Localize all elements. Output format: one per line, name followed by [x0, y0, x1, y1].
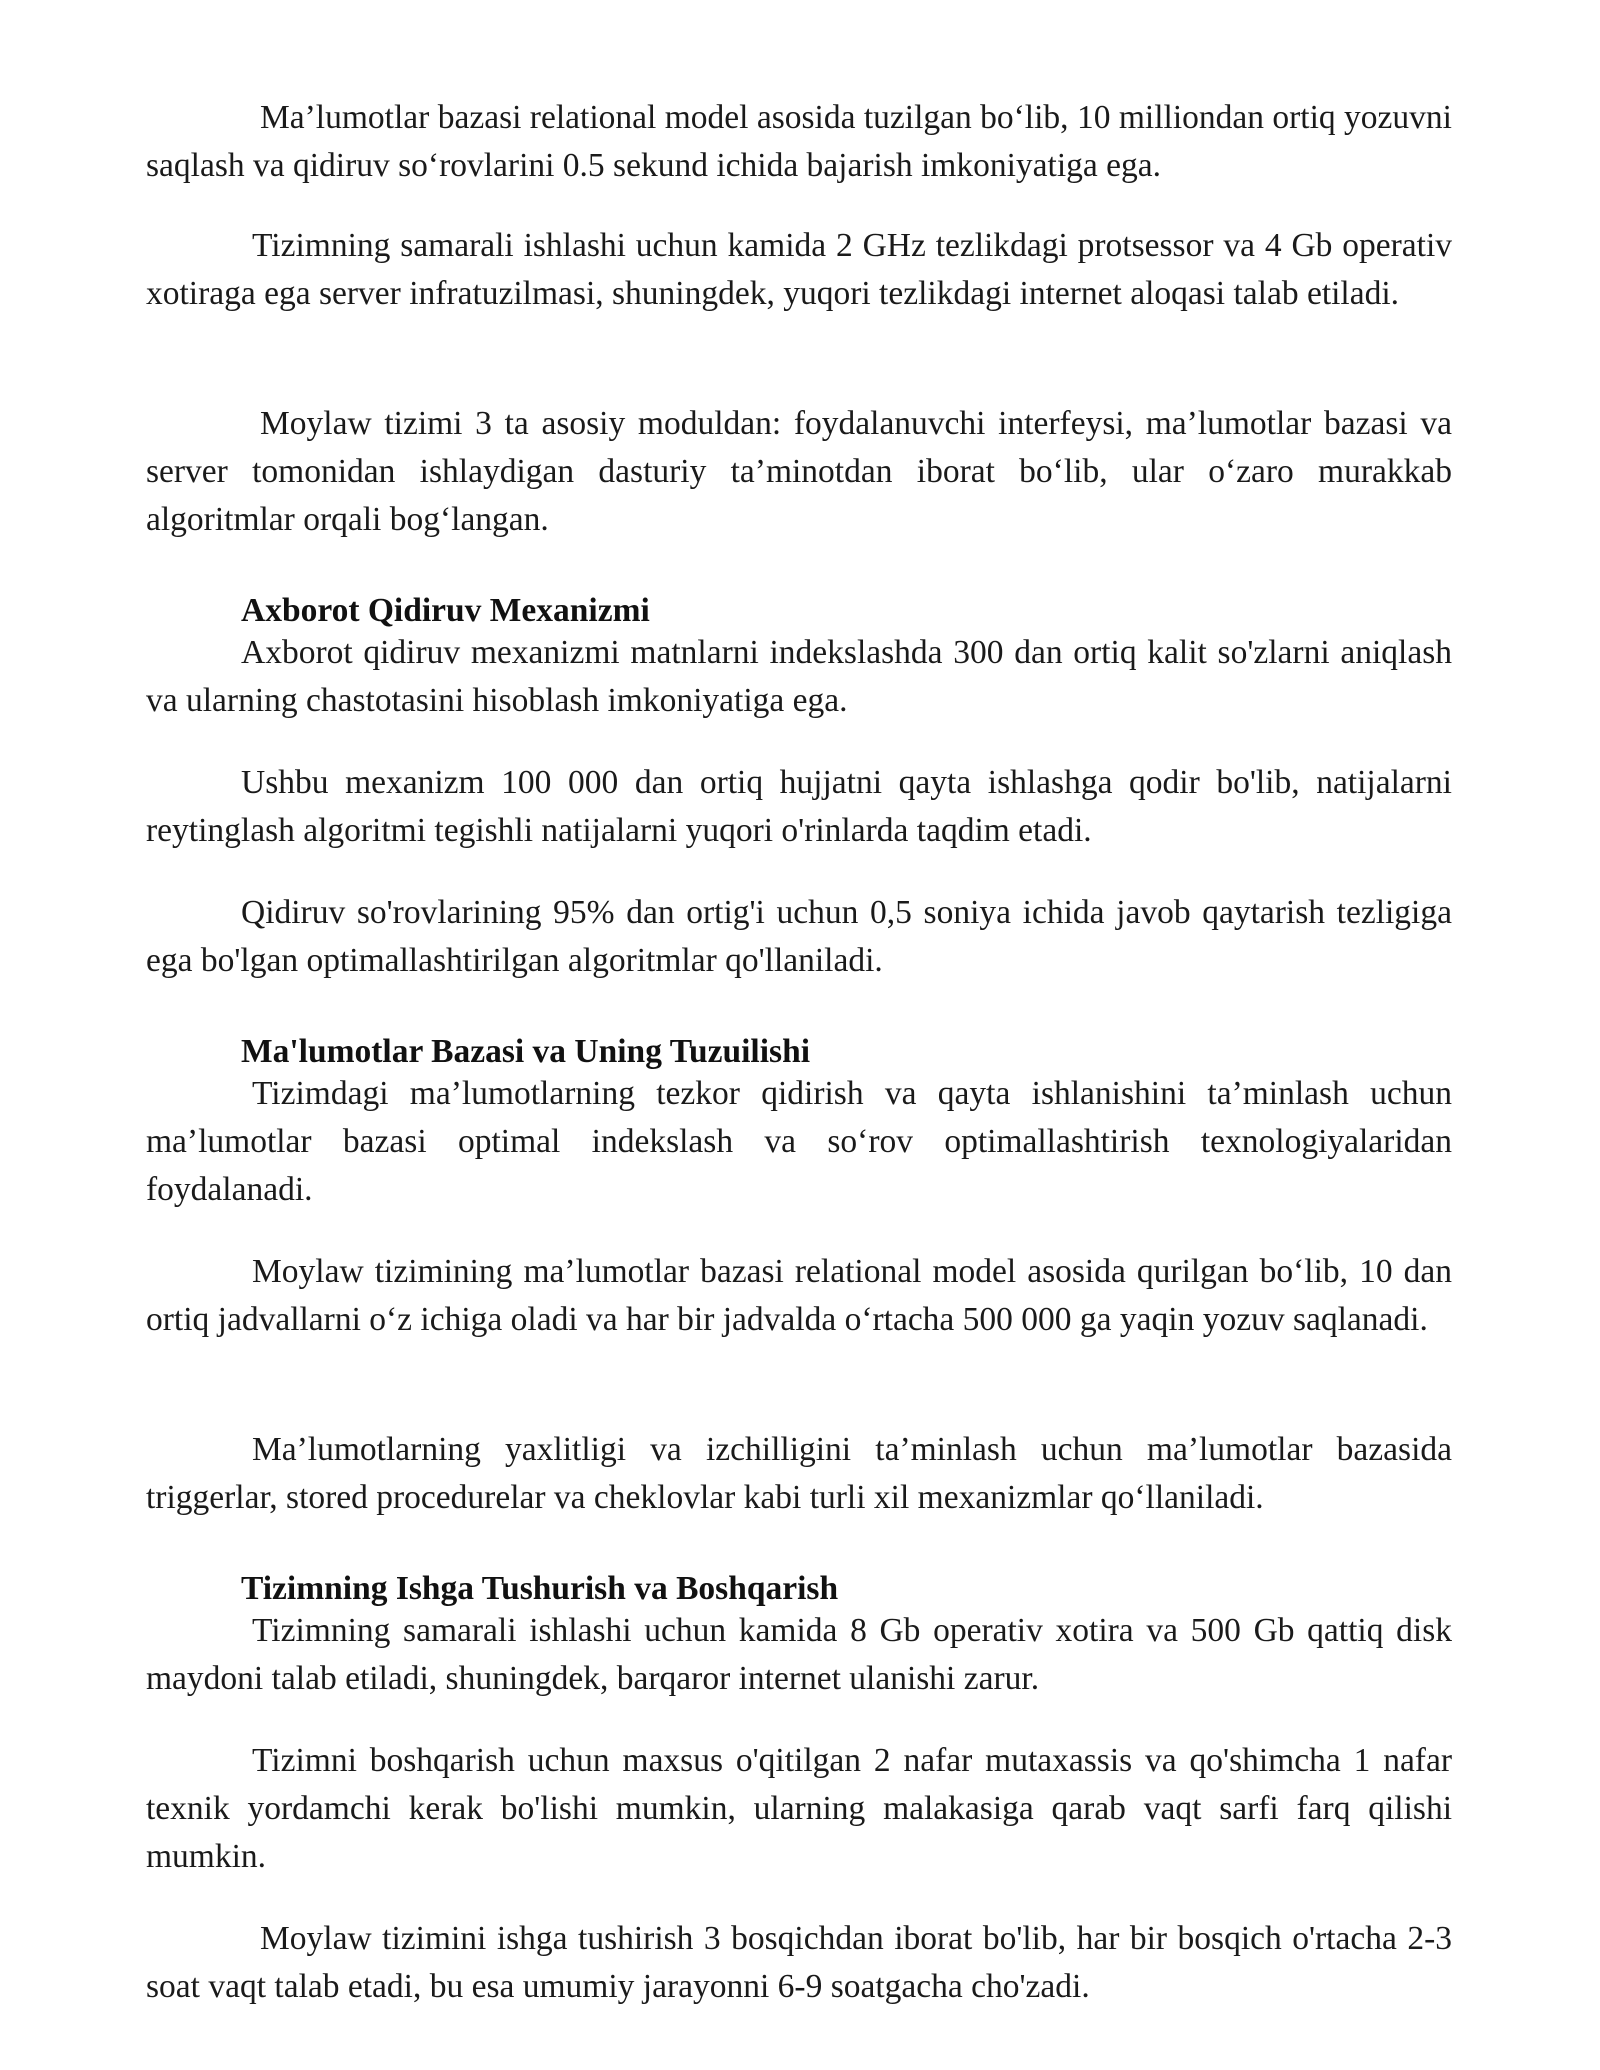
paragraph-search-indexing: Axborot qidiruv mexanizmi matnlarni indekslashda 300 dan ortiq kalit so'zlarni aniqlash va ularning chastotasini hisoblash imkoniyatiga ega.: [146, 634, 1452, 719]
paragraph-database-capacity: Ma’lumotlar bazasi relational model asosida tuzilgan bo‘lib, 10 milliondan ortiq yozuvni saqlash va qidiruv so‘rovlarini 0.5 sekund ichida bajarish imkoniyatiga ega.: [146, 99, 1452, 184]
paragraph-hardware-requirements: Tizimning samarali ishlashi uchun kamida 8 Gb operativ xotira va 500 Gb qattiq disk maydoni talab etiladi, shuningdek, barqaror internet ulanishi zarur.: [146, 1612, 1452, 1697]
heading-search-mechanism: Axborot Qidiruv Mexanizmi: [241, 592, 650, 629]
paragraph-data-integrity: Ma’lumotlarning yaxlitligi va izchilligini ta’minlash uchun ma’lumotlar bazasida triggerlar, stored procedurelar va cheklovlar kabi turli xil mexanizmlar qo‘llaniladi.: [146, 1431, 1452, 1516]
heading-system-launch: Tizimning Ishga Tushurish va Boshqarish: [241, 1570, 839, 1607]
paragraph-database-tables: Moylaw tizimining ma’lumotlar bazasi relational model asosida qurilgan bo‘lib, 10 dan ortiq jadvallarni o‘z ichiga oladi va har bir jadvalda o‘rtacha 500 000 ga yaqin yozuv saqlanadi.: [146, 1253, 1452, 1338]
paragraph-staff-requirements: Tizimni boshqarish uchun maxsus o'qitilgan 2 nafar mutaxassis va qo'shimcha 1 nafar texnik yordamchi kerak bo'lishi mumkin, ularning malakasiga qarab vaqt sarfi farq qilishi mumkin.: [146, 1742, 1452, 1875]
paragraph-query-speed: Qidiruv so'rovlarining 95% dan ortig'i uchun 0,5 soniya ichida javob qaytarish tezligiga ega bo'lgan optimallashtirilgan algoritmlar qo'llaniladi.: [146, 894, 1452, 979]
paragraph-system-modules: Moylaw tizimi 3 ta asosiy moduldan: foydalanuvchi interfeysi, ma’lumotlar bazasi va server tomonidan ishlaydigan dasturiy ta’minotdan iborat bo‘lib, ular o‘zaro murakkab algoritmlar orqali bog‘langan.: [146, 405, 1452, 538]
heading-database-structure: Ma'lumotlar Bazasi va Uning Tuzuilishi: [241, 1033, 811, 1070]
paragraph-launch-stages: Moylaw tizimini ishga tushirish 3 bosqichdan iborat bo'lib, har bir bosqich o'rtacha 2-3 soat vaqt talab etadi, bu esa umumiy jarayonni 6-9 soatgacha cho'zadi.: [146, 1920, 1452, 2005]
paragraph-server-requirements: Tizimning samarali ishlashi uchun kamida 2 GHz tezlikdagi protsessor va 4 Gb operativ xotiraga ega server infratuzilmasi, shuningdek, yuqori tezlikdagi internet aloqasi talab etiladi.: [146, 227, 1452, 312]
paragraph-document-processing: Ushbu mexanizm 100 000 dan ortiq hujjatni qayta ishlashga qodir bo'lib, natijalarni reytinglash algoritmi tegishli natijalarni yuqori o'rinlarda taqdim etadi.: [146, 764, 1452, 849]
paragraph-database-indexing: Tizimdagi ma’lumotlarning tezkor qidirish va qayta ishlanishini ta’minlash uchun ma’lumotlar bazasi optimal indekslash va so‘rov optimallashtirish texnologiyalaridan foydalanadi.: [146, 1075, 1452, 1208]
